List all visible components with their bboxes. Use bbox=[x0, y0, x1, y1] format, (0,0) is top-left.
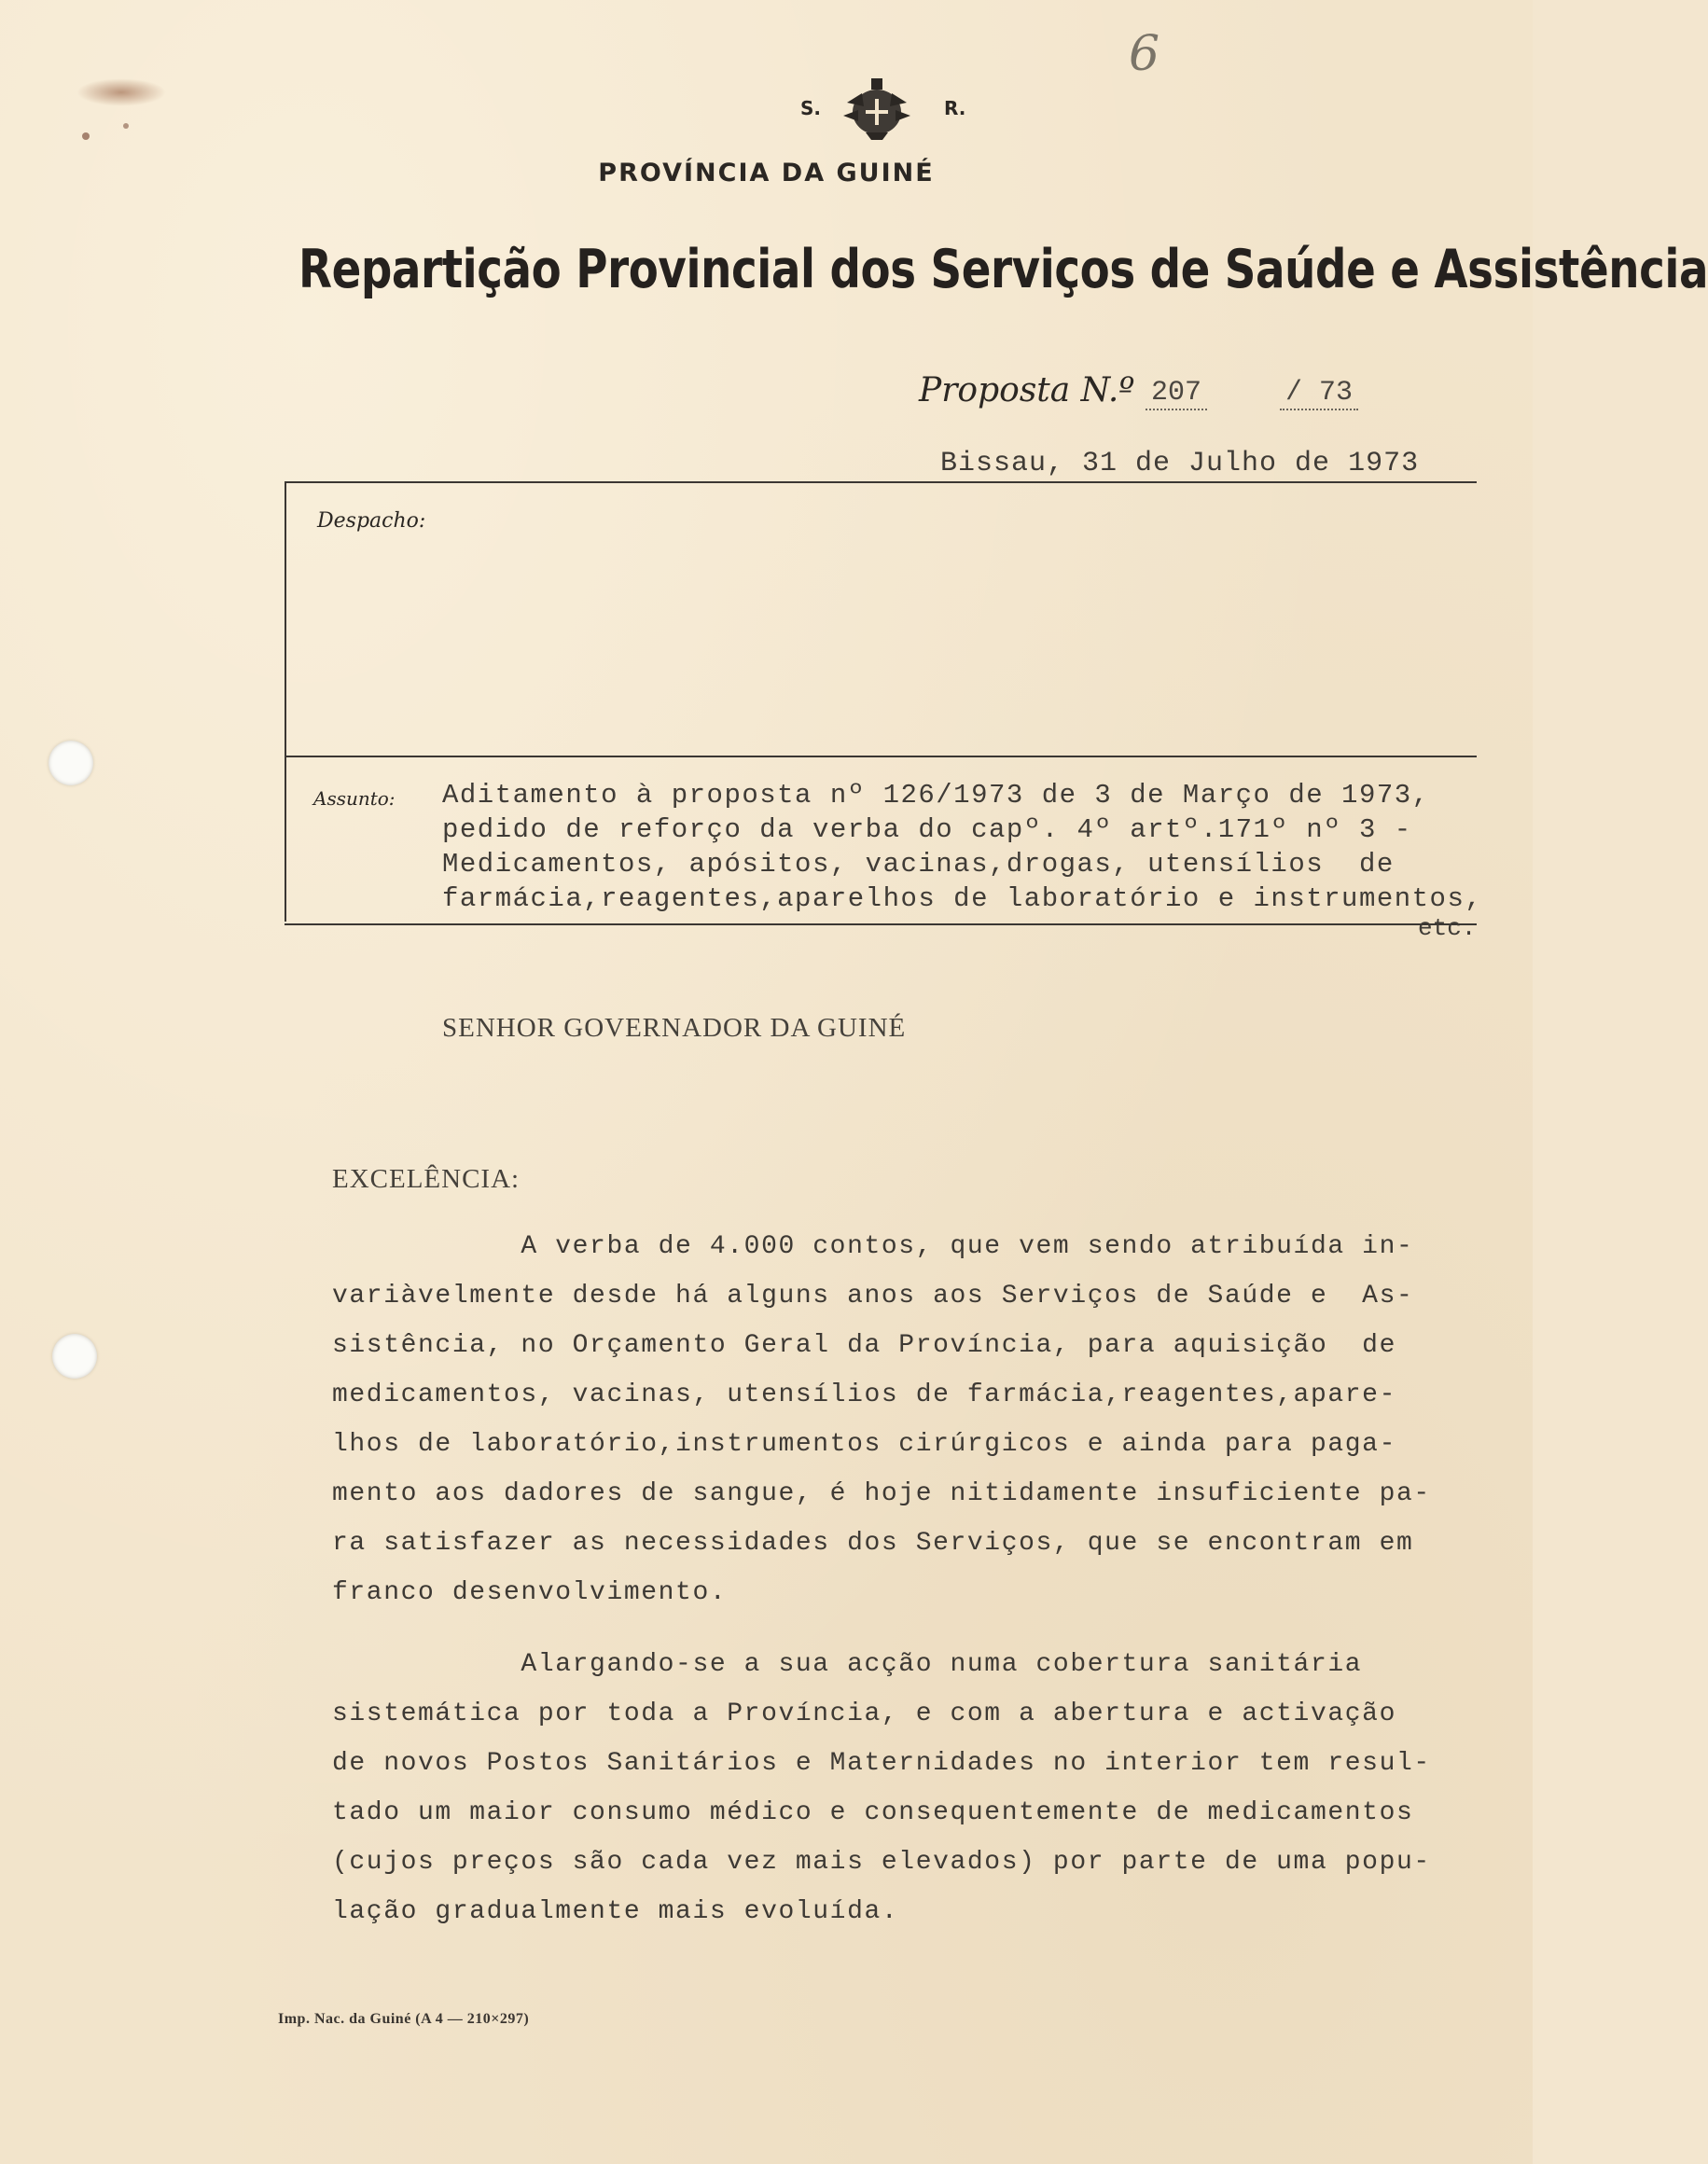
coat-of-arms-icon bbox=[838, 75, 916, 142]
paragraph-2: Alargando-se a sua acção numa cobertura sanitária sistemática por toda a Província, e com a abertura e activação de novos Postos Sanitários e Maternidades no interior tem resul- tado um maior consumo médico e consequentemente de medicamentos (cujos preços são cada vez mais elevados) por parte de uma popu- lação gradualmente mais evoluída. bbox=[332, 1650, 1431, 1926]
excellency: EXCELÊNCIA: bbox=[332, 1164, 521, 1194]
box-middle-line bbox=[285, 756, 1477, 757]
punch-hole bbox=[52, 1334, 97, 1379]
handwritten-page-number: 6 bbox=[1129, 26, 1160, 82]
proposal-year: / 73 bbox=[1280, 377, 1358, 410]
proposal-number: 207 bbox=[1146, 377, 1207, 410]
ink-spot bbox=[123, 123, 129, 129]
box-top-line bbox=[285, 481, 1477, 483]
rust-stain bbox=[76, 78, 166, 106]
ink-spot bbox=[82, 132, 90, 140]
proposal-label: Proposta N.º bbox=[919, 371, 1135, 409]
seal-letter-left: S. bbox=[800, 97, 822, 119]
box-bottom-line bbox=[285, 923, 1477, 925]
province-title: PROVÍNCIA DA GUINÉ bbox=[598, 159, 935, 187]
place-date: Bissau, 31 de Julho de 1973 bbox=[940, 448, 1420, 479]
assunto-label: Assunto: bbox=[313, 787, 396, 810]
department-title: Repartição Provincial dos Serviços de Saúde e Assistência bbox=[299, 239, 1708, 300]
salutation: SENHOR GOVERNADOR DA GUINÉ bbox=[442, 1013, 907, 1043]
paragraph-1: A verba de 4.000 contos, que vem sendo atribuída in- variàvelmente desde há alguns anos aos Serviços de Saúde e As- sistência, no Orçamento Geral da Província, para aquisição de medicamentos, vacinas, utensílios de farmácia,reagentes,apare- lhos de laboratório,instrumentos cirúrgicos e ainda para paga- mento aos dadores de sangue, é hoje nitidamente insuficiente pa- ra satisfazer as necessidades dos Serviços, que se encontram em franco desenvolvimento. bbox=[332, 1232, 1431, 1607]
seal-letter-right: R. bbox=[944, 97, 966, 119]
despacho-label: Despacho: bbox=[317, 509, 426, 533]
punch-hole bbox=[49, 741, 93, 785]
imprint: Imp. Nac. da Guiné (A 4 — 210×297) bbox=[278, 2011, 530, 2027]
assunto-text: Aditamento à proposta nº 126/1973 de 3 de Março de 1973, pedido de reforço da verba do capº. 4º artº.171º nº 3 - Medicamentos, apósitos, vacinas,drogas, utensílios de farmácia,reagentes,aparelhos de laboratório e instrumentos, bbox=[442, 780, 1483, 914]
box-left-line bbox=[285, 481, 286, 922]
assunto-etc: etc. bbox=[1418, 914, 1477, 942]
